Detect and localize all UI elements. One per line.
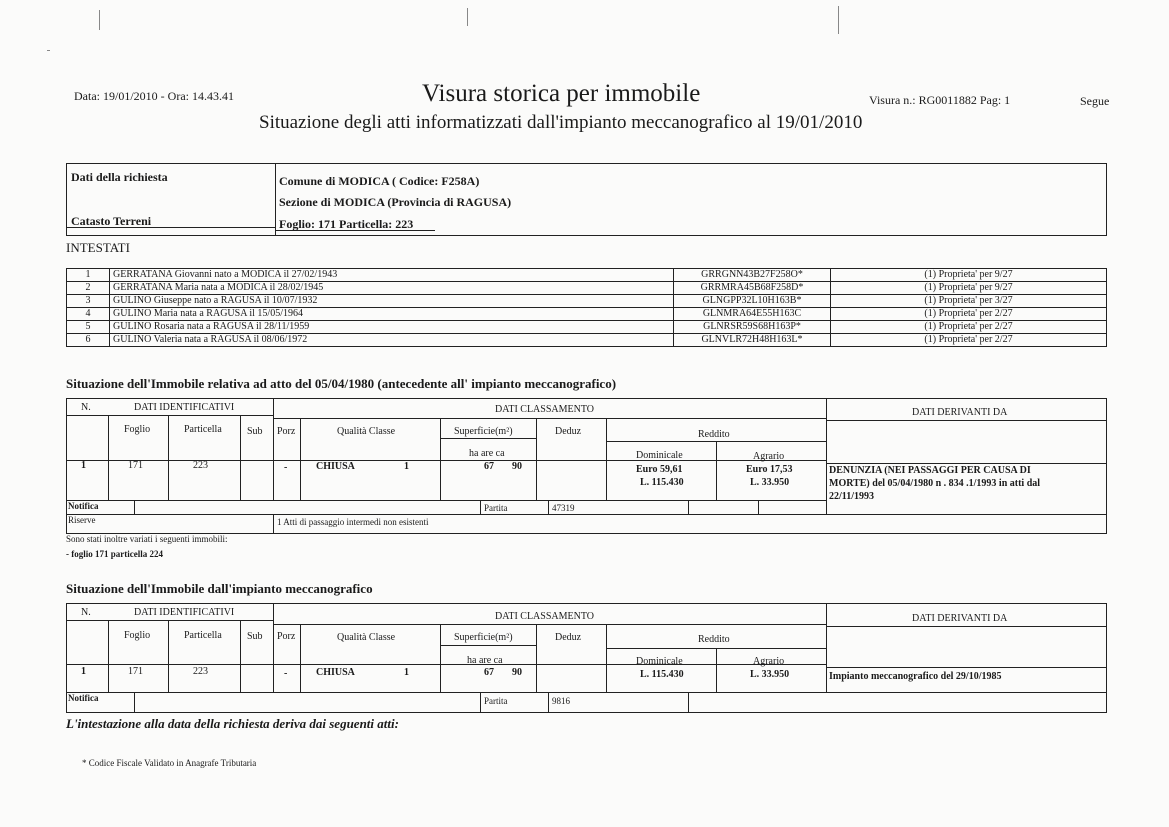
section1-title: Situazione dell'Immobile relativa ad atto del 05/04/1980 (antecedente all' impianto meccanografico) <box>66 376 617 391</box>
scan-mark <box>99 10 100 30</box>
partita-label: Partita <box>484 696 508 706</box>
col-dati-identificativi: DATI IDENTIFICATIVI <box>134 607 235 618</box>
variati-note: Sono stati inoltre variati i seguenti immobili: <box>66 534 228 544</box>
notifica-label: Notifica <box>68 693 99 703</box>
row-porz: - <box>284 462 288 473</box>
col-sub: Sub <box>247 426 263 437</box>
scan-mark <box>467 8 468 26</box>
row-agr-lire: L. 33.950 <box>750 669 790 680</box>
row-ca: 90 <box>512 667 522 678</box>
codice-fiscale: GRRGNN43B27F258O* <box>674 269 831 282</box>
col-superficie: Superficie(m²) <box>454 632 513 643</box>
row-derivanti: Impianto meccanografico del 29/10/1985 <box>829 671 1002 682</box>
col-particella: Particella <box>184 424 222 435</box>
row-porz: - <box>284 668 288 679</box>
partita-label: Partita <box>484 503 508 513</box>
col-agrario: Agrario <box>753 451 785 462</box>
row-number: 2 <box>67 282 110 295</box>
footnote: * Codice Fiscale Validato in Anagrafe Tributaria <box>82 758 257 768</box>
col-dati-derivanti: DATI DERIVANTI DA <box>912 613 1008 624</box>
row-dom-lire: L. 115.430 <box>640 669 684 680</box>
ownership-right: (1) Proprieta' per 9/27 <box>831 282 1107 295</box>
table-row <box>67 282 1107 295</box>
intestati-title: INTESTATI <box>66 240 130 255</box>
row-particella: 223 <box>193 460 208 471</box>
intestazione-note: L'intestazione alla data della richiesta deriva dai seguenti atti: <box>66 716 399 731</box>
codice-fiscale: GLNRSR59S68H163P* <box>674 321 831 334</box>
col-n: N. <box>81 402 91 413</box>
owner-name: GULINO Rosaria nata a RAGUSA il 28/11/1959 <box>110 321 674 334</box>
codice-fiscale: GRRMRA45B68F258D* <box>674 282 831 295</box>
row-qualita: CHIUSA <box>316 461 355 472</box>
row-ca: 90 <box>512 461 522 472</box>
ownership-right: (1) Proprieta' per 9/27 <box>831 269 1107 282</box>
page-subtitle: Situazione degli atti informatizzati dall'impianto meccanografico al 19/01/2010 <box>259 112 863 133</box>
col-dati-derivanti: DATI DERIVANTI DA <box>912 407 1008 418</box>
col-ha-are-ca: ha are ca <box>469 448 505 459</box>
table-row <box>67 321 1107 334</box>
riserve-text: 1 Atti di passaggio intermedi non esistenti <box>277 517 429 527</box>
col-sub: Sub <box>247 631 263 642</box>
col-porz: Porz <box>277 426 296 437</box>
ownership-right: (1) Proprieta' per 2/27 <box>831 321 1107 334</box>
partita-value: 9816 <box>552 696 570 706</box>
owner-name: GERRATANA Maria nata a MODICA il 28/02/1945 <box>110 282 674 295</box>
row-dom-euro: Euro 59,61 <box>636 464 683 475</box>
col-dati-classamento: DATI CLASSAMENTO <box>495 404 594 415</box>
ownership-right: (1) Proprieta' per 3/27 <box>831 295 1107 308</box>
col-particella: Particella <box>184 630 222 641</box>
col-reddito: Reddito <box>698 429 730 440</box>
table-row <box>67 295 1107 308</box>
col-ha-are-ca: ha are ca <box>467 655 503 666</box>
row-derivanti-line3: 22/11/1993 <box>829 491 875 502</box>
col-superficie: Superficie(m²) <box>454 426 513 437</box>
row-classe: 1 <box>404 667 409 678</box>
section2-title: Situazione dell'Immobile dall'impianto meccanografico <box>66 581 373 596</box>
table-row <box>67 334 1107 347</box>
col-qualita-classe: Qualità Classe <box>337 632 396 643</box>
row-derivanti-line2: MORTE) del 05/04/1980 n . 834 .1/1993 in atti dal <box>829 478 1041 489</box>
col-n: N. <box>81 607 91 618</box>
row-derivanti-line1: DENUNZIA (NEI PASSAGGI PER CAUSA DI <box>829 465 1031 476</box>
riserve-label: Riserve <box>68 515 96 525</box>
codice-fiscale: GLNGPP32L10H163B* <box>674 295 831 308</box>
row-n: 1 <box>81 460 86 471</box>
partita-value: 47319 <box>552 503 575 513</box>
owner-name: GULINO Maria nata a RAGUSA il 15/05/1964 <box>110 308 674 321</box>
row-number: 6 <box>67 334 110 347</box>
col-foglio: Foglio <box>124 424 151 435</box>
row-foglio: 171 <box>128 666 143 677</box>
col-porz: Porz <box>277 631 296 642</box>
col-qualita-classe: Qualità Classe <box>337 426 396 437</box>
table-row <box>67 269 1107 282</box>
row-qualita: CHIUSA <box>316 667 355 678</box>
row-ha: 67 <box>484 461 494 472</box>
request-box <box>66 163 1107 236</box>
col-dati-classamento: DATI CLASSAMENTO <box>495 611 594 622</box>
row-number: 3 <box>67 295 110 308</box>
col-reddito: Reddito <box>698 634 730 645</box>
row-particella: 223 <box>193 666 208 677</box>
notifica-label: Notifica <box>68 501 99 511</box>
col-agrario: Agrario <box>753 656 785 667</box>
col-dominicale: Dominicale <box>636 450 683 461</box>
codice-fiscale: GLNMRA64E55H163C <box>674 308 831 321</box>
col-dominicale: Dominicale <box>636 656 683 667</box>
comune-text: Comune di MODICA ( Codice: F258A) <box>279 174 480 188</box>
request-label: Dati della richiesta <box>71 170 168 184</box>
col-deduz: Deduz <box>555 632 582 643</box>
foglio-text: Foglio: 171 Particella: 223 <box>279 217 414 231</box>
print-date: Data: 19/01/2010 - Ora: 14.43.41 <box>74 89 234 103</box>
visura-ref: Visura n.: RG0011882 Pag: 1 <box>869 93 1011 107</box>
col-deduz: Deduz <box>555 426 582 437</box>
owner-name: GULINO Valeria nata a RAGUSA il 08/06/1972 <box>110 334 674 347</box>
row-agr-euro: Euro 17,53 <box>746 464 793 475</box>
sezione-text: Sezione di MODICA (Provincia di RAGUSA) <box>279 195 512 209</box>
variati-item: - foglio 171 particella 224 <box>66 549 163 559</box>
row-number: 4 <box>67 308 110 321</box>
col-dati-identificativi: DATI IDENTIFICATIVI <box>134 402 235 413</box>
intestati-table <box>66 268 1107 347</box>
catasto-label: Catasto Terreni <box>71 214 152 228</box>
row-foglio: 171 <box>128 460 143 471</box>
row-dom-lire: L. 115.430 <box>640 477 684 488</box>
scan-mark <box>47 50 50 51</box>
row-number: 1 <box>67 269 110 282</box>
page-title: Visura storica per immobile <box>422 80 701 107</box>
table-row <box>67 308 1107 321</box>
ownership-right: (1) Proprieta' per 2/27 <box>831 308 1107 321</box>
row-number: 5 <box>67 321 110 334</box>
row-ha: 67 <box>484 667 494 678</box>
owner-name: GULINO Giuseppe nato a RAGUSA il 10/07/1932 <box>110 295 674 308</box>
continue-label: Segue <box>1080 94 1110 108</box>
scan-mark <box>838 6 839 34</box>
codice-fiscale: GLNVLR72H48H163L* <box>674 334 831 347</box>
row-classe: 1 <box>404 461 409 472</box>
col-foglio: Foglio <box>124 630 151 641</box>
ownership-right: (1) Proprieta' per 2/27 <box>831 334 1107 347</box>
row-n: 1 <box>81 666 86 677</box>
row-agr-lire: L. 33.950 <box>750 477 790 488</box>
owner-name: GERRATANA Giovanni nato a MODICA il 27/02/1943 <box>110 269 674 282</box>
